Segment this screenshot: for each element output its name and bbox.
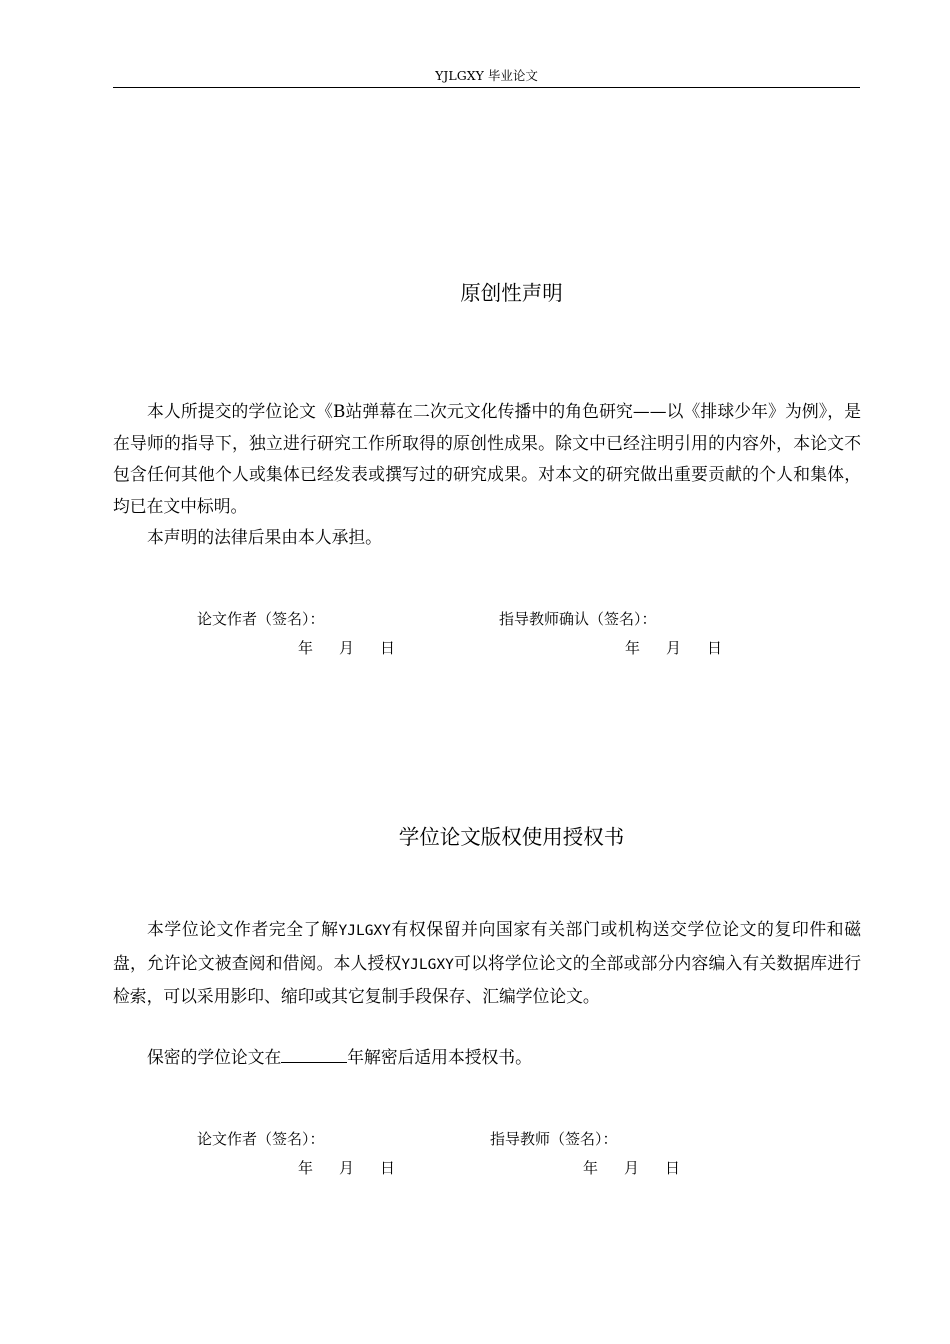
copyright-author-signature: 论文作者（签名）： xyxy=(197,1130,325,1148)
date-month: 月 xyxy=(624,1159,640,1177)
copyright-paragraph-1 xyxy=(113,914,861,1013)
date-month: 月 xyxy=(339,1159,355,1177)
date-month: 月 xyxy=(339,639,355,657)
page-header: YJLGXY 毕业论文 xyxy=(435,68,538,83)
date-year: 年 xyxy=(298,1159,314,1177)
date-day: 日 xyxy=(380,1159,396,1177)
originality-paragraph-2: 本声明的法律后果由本人承担。 xyxy=(147,527,382,547)
institution-name: YJLGXY xyxy=(338,923,391,939)
date-year: 年 xyxy=(625,639,641,657)
date-month: 月 xyxy=(666,639,682,657)
copyright-author-date xyxy=(298,1158,421,1178)
copyright-advisor-date xyxy=(583,1158,706,1178)
originality-author-signature: 论文作者（签名）： xyxy=(197,610,325,628)
originality-advisor-signature: 指导教师确认（签名）： xyxy=(499,610,657,628)
originality-title: 原创性声明 xyxy=(460,281,563,305)
copyright-paragraph-2 xyxy=(113,1042,861,1074)
confidential-text-a: 保密的学位论文在 xyxy=(147,1047,282,1067)
date-day: 日 xyxy=(380,639,396,657)
copyright-text-a: 本学位论文作者完全了解 xyxy=(147,919,339,939)
originality-paragraph-1: 本人所提交的学位论文《B站弹幕在二次元文化传播中的角色研究——以《排球少年》为例》，是在导师的指导下，独立进行研究工作所取得的原创性成果。除文中已经注明引用的内容外，本论文不包含任何其他个人或集体已经发表或撰写过的研究成果。对本文的研究做出重要贡献的个人和集体，均已在文中标明。 xyxy=(113,401,861,516)
date-day: 日 xyxy=(665,1159,681,1177)
year-blank xyxy=(281,1046,347,1063)
copyright-text-b: 有权保留并向国家有关部门或机构送交学位论文的复印件和磁盘，允许论文被查阅和借阅。本人授权 xyxy=(113,919,861,973)
originality-advisor-date xyxy=(625,638,748,658)
copyright-text-c: 可以将学位论文的全部或部分内容编入有关数据库进行检索，可以采用影印、缩印或其它复制手段保存、汇编学位论文。 xyxy=(113,952,861,1007)
date-year: 年 xyxy=(298,639,314,657)
institution-name: YJLGXY xyxy=(401,956,454,973)
copyright-title: 学位论文版权使用授权书 xyxy=(398,825,625,849)
copyright-advisor-signature: 指导教师（签名）： xyxy=(490,1130,618,1148)
header-rule xyxy=(113,87,860,88)
date-day: 日 xyxy=(707,639,723,657)
date-year: 年 xyxy=(583,1159,599,1177)
confidential-text-b: 年解密后适用本授权书。 xyxy=(347,1047,532,1067)
originality-author-date xyxy=(298,638,421,658)
